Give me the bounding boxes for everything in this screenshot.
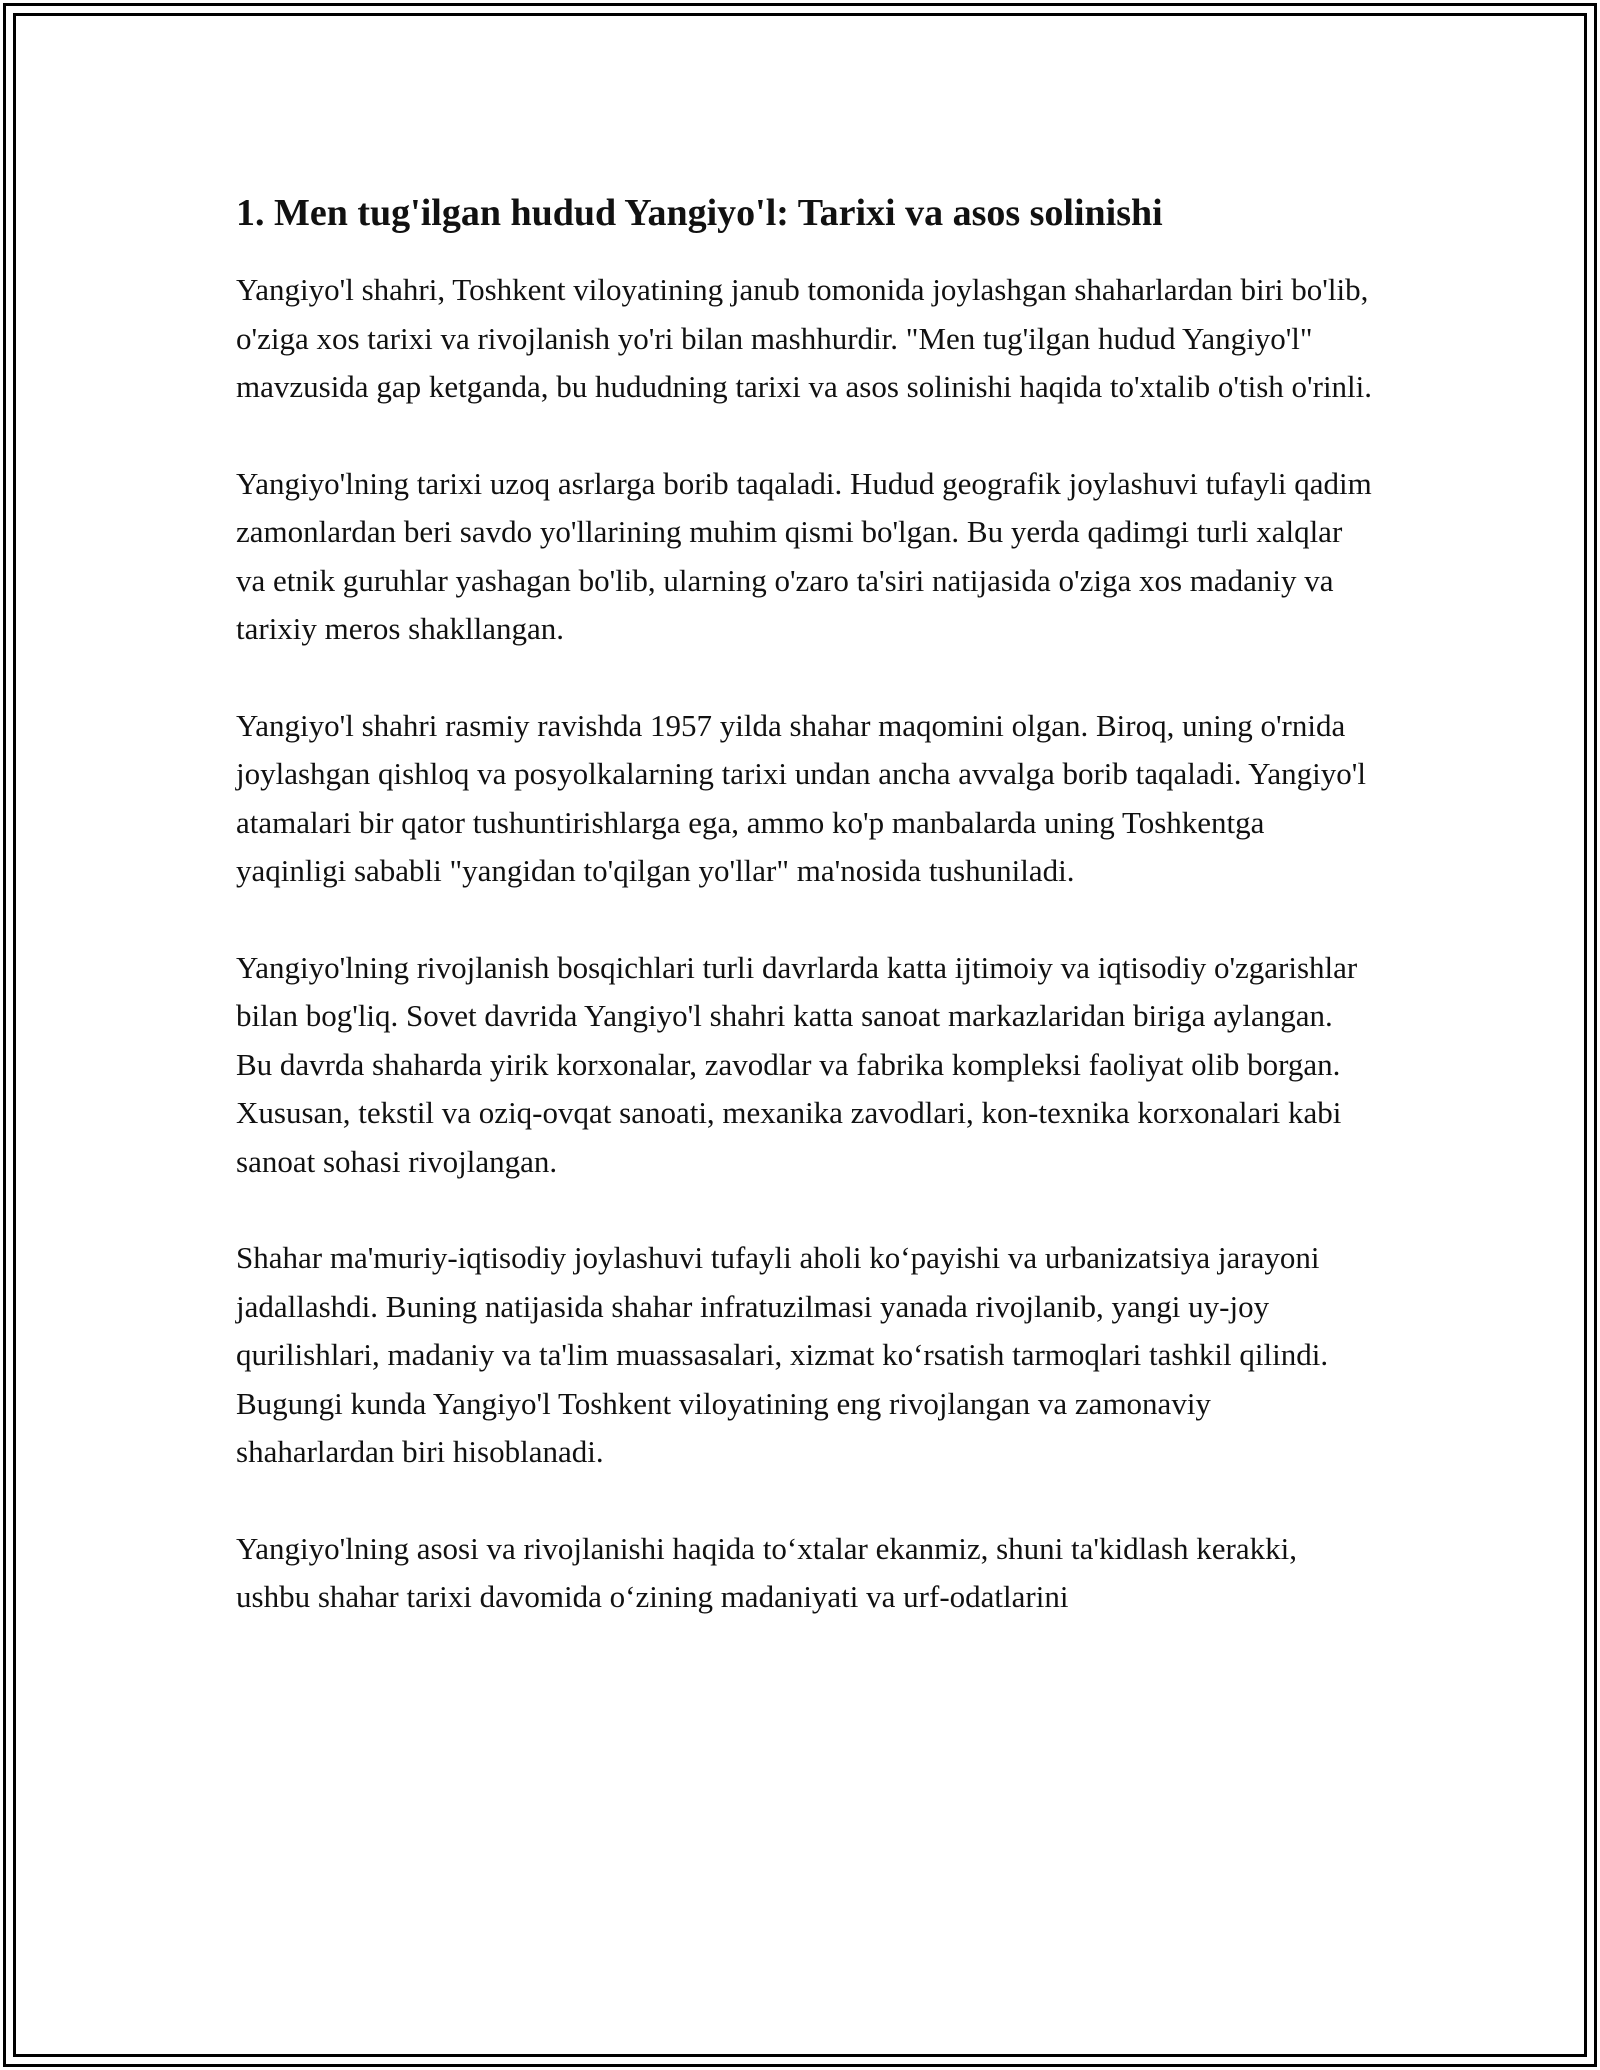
paragraph-city-status: Yangiyo'l shahri rasmiy ravishda 1957 yilda shahar maqomini olgan. Biroq, uning o'rnida joylashgan qishloq va posyolkalarning tarixi undan ancha avvalga borib taqaladi. Yangiyo'l atamalari bir qator tushuntirishlarga ega, ammo ko'p manbalarda uning Toshkentga yaqinligi sababli "yangidan to'qilgan yo'llar" ma'nosida tushuniladi. — [236, 707, 1366, 888]
paragraph-urbanization: Shahar ma'muriy-iqtisodiy joylashuvi tufayli aholi ko‘payishi va urbanizatsiya jarayoni jadallashdi. Buning natijasida shahar infratuzilmasi yanada rivojlanib, yangi uy-joy qurilishlari, madaniy va ta'lim muassasalari, xizmat ko‘rsatish tarmoqlari tashkil qilindi. Bugungi kunda Yangiyo'l Toshkent viloyatining eng rivojlangan va zamonaviy shaharlardan biri hisoblanadi. — [236, 1240, 1329, 1469]
paragraph-conclusion: Yangiyo'lning asosi va rivojlanishi haqida to‘xtalar ekanmiz, shuni ta'kidlash kerakki, ushbu shahar tarixi davomida o‘zining madaniyati va urf-odatlarini — [236, 1530, 1297, 1614]
paragraph-development: Yangiyo'lning rivojlanish bosqichlari turli davrlarda katta ijtimoiy va iqtisodiy o'zgarishlar bilan bog'liq. Sovet davrida Yangiyo'l shahri katta sanoat markazlaridan biriga aylangan. Bu davrda shaharda yirik korxonalar, zavodlar va fabrika kompleksi faoliyat olib borgan. Xususan, tekstil va oziq-ovqat sanoati, mexanika zavodlari, kon-texnika korxonalari kabi sanoat sohasi rivojlangan. — [236, 949, 1358, 1179]
paragraph-history: Yangiyo'lning tarixi uzoq asrlarga borib taqaladi. Hudud geografik joylashuvi tufayli qadim zamonlardan beri savdo yo'llarining muhim qismi bo'lgan. Bu yerda qadimgi turli xalqlar va etnik guruhlar yashagan bo'lib, ularning o'zaro ta'siri natijasida o'ziga xos madaniy va tarixiy meros shakllangan. — [236, 465, 1372, 646]
section-heading: 1. Men tug'ilgan hudud Yangiyo'l: Tarixi va asos solinishi — [236, 192, 1163, 234]
paragraph-intro: Yangiyo'l shahri, Toshkent viloyatining janub tomonida joylashgan shaharlardan biri bo'lib, o'ziga xos tarixi va rivojlanish yo'ri bilan mashhurdir. "Men tug'ilgan hudud Yangiyo'l" mavzusida gap ketganda, bu hududning tarixi va asos solinishi haqida to'xtalib o'tish o'rinli. — [236, 272, 1373, 404]
document-body — [236, 186, 1376, 1670]
